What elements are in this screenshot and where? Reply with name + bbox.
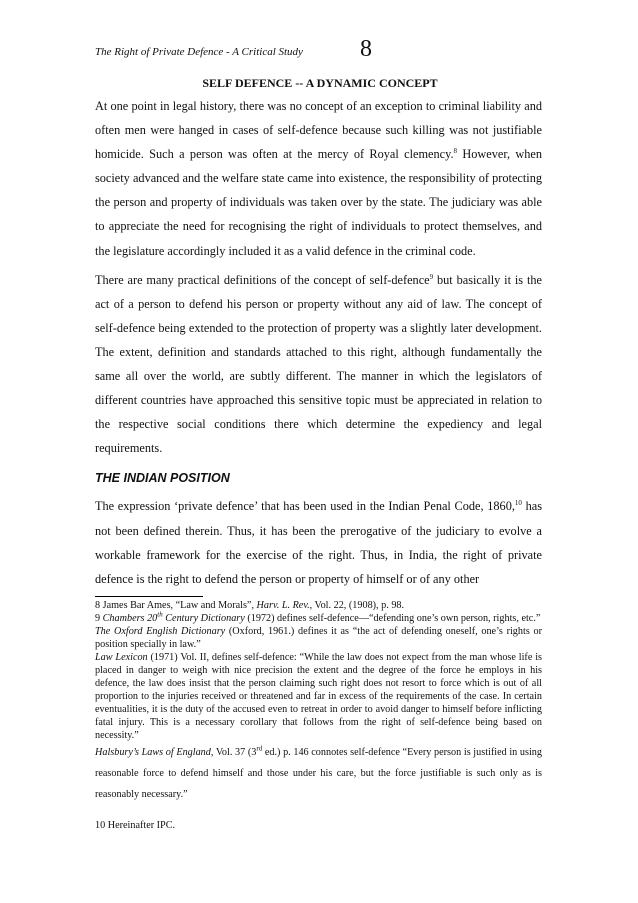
paragraph-2 [95, 268, 542, 461]
footnote-title: The Oxford English Dictionary [95, 626, 226, 637]
footnote-text: (1971) Vol. II, defines self-defence: “While the law does not expect from the man whose life is placed in danger to weigh with nice precision the extent and the degree of the force he employs in his defence, the law does insist that the person claiming such right does not resort to force which is out of all proportion to the injuries received or threatened and far in excess of the requirements of the case. In certain eventualities, it is the duty of the accused even to retreat in order to avoid danger to himself before inflicting fatal injury. This is a necessary corollary that follows from the right of self-defence being based on necessity.” [95, 652, 542, 741]
footnote-text: 8 James Bar Ames, “Law and Morals”, [95, 600, 257, 611]
footnote-title: Law Lexicon [95, 652, 148, 663]
footnote-9 [95, 612, 542, 625]
paragraph-text: At one point in legal history, there was no concept of an exception to criminal liability and often men were hanged in cases of self-defence because such killing was not justifiable homicide. Such a person was often at the mercy of Royal clemency. [95, 99, 542, 162]
footnote-journal: Harv. L. Rev. [256, 600, 310, 611]
footnote-title: Halsbury’s Laws of England [95, 747, 211, 758]
paragraph-text: There are many practical definitions of the concept of self-defence [95, 272, 430, 287]
footnote-text: (Oxford, 1961.) defines it as “the act of defending oneself, one’s rights or position specially in law.” [95, 626, 542, 650]
section-title: SELF DEFENCE -- A DYNAMIC CONCEPT [202, 76, 438, 90]
footnote-text: , Vol. 22, (1908), p. 98. [309, 600, 405, 611]
footnote-title: Chambers 20 [102, 613, 158, 624]
footnote-halsbury [95, 742, 542, 805]
footnote-superscript: th [157, 610, 163, 619]
paragraph-text: However, when society advanced and the welfare state came into existence, the responsibility of protecting the person and property of individuals was taken over by the state. The judiciary was able to appreciate the need for recognising the right of individuals to protect themselves, and the legislature accordingly included it as a valid defence in the criminal code. [95, 147, 542, 258]
paragraph-text: but basically it is the act of a person to defend his person or property without any aid of law. The concept of self-defence being extended to the protection of property was a slightly later development. The extent, definition and standards attached to this right, although fundamentally the same all over the world, are subtly different. The manner in which the legislators of different countries have approached this sensitive topic must be appreciated in relation to the respective social conditions there which determine the expediency and legal requirements. [95, 272, 542, 456]
footnote-oxford [95, 625, 542, 651]
footnote-ref-10[interactable]: 10 [514, 499, 522, 508]
footnote-superscript: rd [256, 744, 263, 753]
paragraph-text: has not been defined therein. Thus, it has been the prerogative of the judiciary to evolve a workable framework for the exercise of the right. Thus, in India, the right of private defence is the right to defend the person or property of himself or of any other [95, 499, 543, 586]
footnote-ref-9[interactable]: 9 [429, 272, 434, 281]
page-header [95, 36, 545, 72]
subheading-indian-position: THE INDIAN POSITION [95, 471, 230, 486]
paragraph-3 [95, 494, 542, 590]
footnote-ref-8[interactable]: 8 [453, 147, 458, 156]
body-text [95, 94, 542, 596]
footnote-law-lexicon [95, 651, 542, 742]
paragraph-text: The expression ‘private defence’ that has been used in the Indian Penal Code, 1860, [95, 499, 515, 514]
footnotes [95, 599, 542, 832]
paragraph-1 [95, 94, 542, 263]
running-title: The Right of Private Defence - A Critical Study [95, 46, 303, 58]
page-number: 8 [360, 36, 372, 62]
footnote-divider [95, 596, 203, 597]
footnote-text: (1972) defines self-defence—“defending one’s own person, rights, etc.” [244, 613, 541, 624]
footnote-text: , Vol. 37 (3 [210, 747, 257, 758]
footnote-title: Century Dictionary [162, 613, 245, 624]
footnote-text: 9 [95, 613, 103, 624]
footnote-10: 10 Hereinafter IPC. [95, 820, 176, 831]
footnote-text: ed.) p. 146 connotes self-defence “Every person is justified in using reasonable force to defend himself and those under his care, but the force justifiable is such only as is reasonably necessary.” [95, 747, 542, 800]
